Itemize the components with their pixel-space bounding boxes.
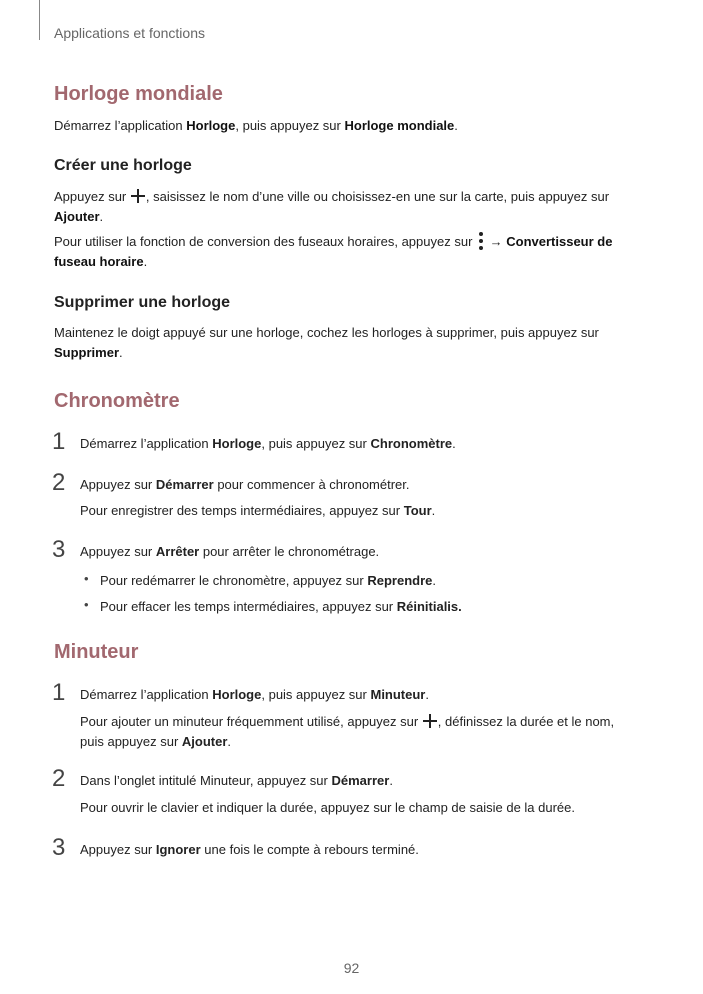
- ui-term: Minuteur: [370, 687, 426, 702]
- text: .: [99, 209, 104, 224]
- text: .: [452, 436, 456, 451]
- text: Appuyez sur: [54, 189, 130, 204]
- text: pour commencer à chronométrer.: [213, 477, 410, 492]
- timer-step-2: [80, 771, 640, 791]
- ui-term: Horloge mondiale: [344, 118, 455, 133]
- timer-step-2-note: [80, 798, 640, 818]
- ui-term: Reprendre: [367, 573, 433, 588]
- ui-term: Démarrer: [155, 477, 214, 492]
- bullet-mark: •: [84, 597, 89, 612]
- timer-step-1: [80, 685, 640, 705]
- world-clock-intro: [54, 116, 634, 136]
- text: Démarrez l’application: [54, 118, 187, 133]
- ui-term: Tour: [403, 503, 432, 518]
- running-title: Applications et fonctions: [54, 25, 205, 41]
- ui-term: Ajouter: [54, 209, 100, 224]
- text: Pour ouvrir le clavier et indiquer la durée, appuyez sur le champ de saisie de la durée.: [80, 800, 575, 815]
- text: .: [431, 503, 436, 518]
- ui-term: Arrêter: [155, 544, 200, 559]
- text: Pour enregistrer des temps intermédiaires, appuyez sur: [80, 503, 404, 518]
- ui-term: Chronomètre: [370, 436, 453, 451]
- plus-icon: [131, 189, 145, 203]
- subsection-title-create: Créer une horloge: [54, 157, 192, 174]
- stopwatch-bullet-1: [100, 571, 640, 591]
- text: .: [227, 734, 232, 749]
- ui-term: Horloge: [186, 118, 236, 133]
- text: une fois le compte à rebours terminé.: [200, 842, 419, 857]
- bullet-mark: •: [84, 571, 89, 586]
- stopwatch-step-2-note: [80, 501, 640, 521]
- text: Appuyez sur: [80, 477, 156, 492]
- ui-term: Ajouter: [181, 734, 228, 749]
- text: Pour redémarrer le chronomètre, appuyez sur: [100, 573, 368, 588]
- text: , puis appuyez sur: [261, 687, 371, 702]
- text: .: [432, 573, 437, 588]
- text: Pour utiliser la fonction de conversion des fuseaux horaires, appuyez sur: [54, 234, 477, 249]
- ui-term: Convertisseur de fuseau horaire: [54, 234, 613, 269]
- create-paragraph-1: [54, 187, 634, 227]
- text: .: [119, 345, 123, 360]
- text: pour arrêter le chronométrage.: [199, 544, 380, 559]
- section-title-stopwatch: Chronomètre: [54, 390, 180, 412]
- ui-term: Ignorer: [155, 842, 201, 857]
- ui-term: Supprimer: [54, 345, 120, 360]
- text: .: [143, 254, 148, 269]
- page-number: 92: [343, 960, 360, 976]
- timer-step-3: [80, 840, 640, 860]
- step-number: 3: [52, 536, 66, 563]
- text: , saisissez le nom d’une ville ou choisissez-en une sur la carte, puis appuyez sur: [145, 189, 610, 204]
- delete-paragraph: [54, 323, 634, 363]
- create-paragraph-2: [54, 232, 634, 272]
- stopwatch-bullet-2: [100, 597, 640, 617]
- text: , puis appuyez sur: [261, 436, 371, 451]
- text: Appuyez sur: [80, 544, 156, 559]
- ui-term: Démarrer: [331, 773, 390, 788]
- text: , définissez la durée et le nom, puis appuyez sur: [80, 714, 615, 749]
- ui-term: Horloge: [212, 687, 262, 702]
- arrow: →: [486, 234, 507, 249]
- header-rule: [39, 0, 40, 40]
- subsection-title-delete: Supprimer une horloge: [54, 294, 231, 311]
- text: Maintenez le doigt appuyé sur une horloge, cochez les horloges à supprimer, puis appuyez sur: [54, 325, 599, 340]
- ui-term: Horloge: [212, 436, 262, 451]
- stopwatch-step-2: [80, 475, 640, 495]
- section-title-timer: Minuteur: [54, 641, 139, 663]
- text: Appuyez sur: [80, 842, 156, 857]
- ui-term: Réinitialis.: [396, 599, 462, 614]
- text: .: [425, 687, 429, 702]
- text: Pour ajouter un minuteur fréquemment utilisé, appuyez sur: [80, 714, 422, 729]
- step-number: 1: [52, 428, 66, 455]
- stopwatch-step-3: [80, 542, 640, 562]
- step-number: 3: [52, 834, 66, 861]
- text: Démarrez l’application: [80, 687, 213, 702]
- timer-step-1-note: [80, 712, 640, 752]
- step-number: 1: [52, 679, 66, 706]
- stopwatch-step-1: [80, 434, 640, 454]
- text: Dans l’onglet intitulé Minuteur, appuyez sur: [80, 773, 332, 788]
- step-number: 2: [52, 765, 66, 792]
- text: , puis appuyez sur: [235, 118, 345, 133]
- plus-icon: [423, 714, 437, 728]
- section-title-world-clock: Horloge mondiale: [54, 83, 223, 105]
- step-number: 2: [52, 469, 66, 496]
- text: Démarrez l’application: [80, 436, 213, 451]
- text: .: [454, 118, 458, 133]
- text: .: [389, 773, 393, 788]
- text: Pour effacer les temps intermédiaires, appuyez sur: [100, 599, 397, 614]
- more-options-icon: [478, 232, 484, 250]
